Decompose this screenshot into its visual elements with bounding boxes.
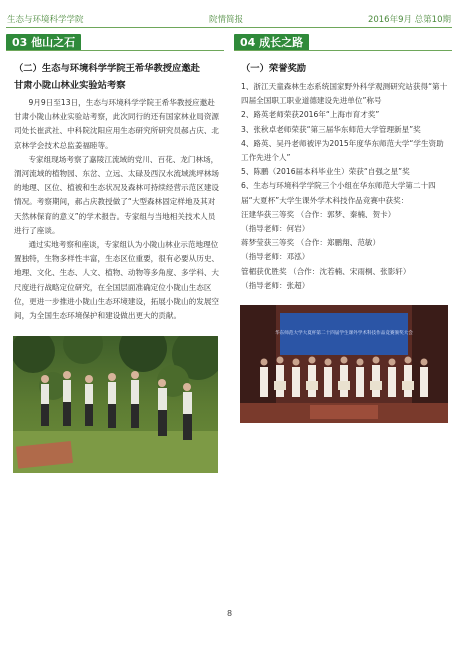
award-ceremony-photo — [240, 305, 448, 423]
award-item: 5、陈鹏（2016届本科毕业生）荣获“自强之星”奖 — [241, 167, 410, 177]
header-school: 生态与环境科学学院 — [7, 15, 84, 25]
article-body — [14, 96, 222, 323]
header-divider — [6, 27, 452, 28]
article-title — [14, 60, 220, 94]
section-label-right: 04 成长之路 — [234, 34, 309, 51]
award-item: 1、浙江天童森林生态系统国家野外科学观测研究站获得“第十四届全国职工职业道德建设先进单位”称号 — [241, 82, 448, 106]
awards-title: （一）荣誉奖励 — [241, 63, 307, 74]
section-divider-left — [6, 50, 224, 51]
award-item: 2、路英老师荣获2016年“上海市育才奖” — [241, 110, 380, 120]
awards-list — [241, 80, 451, 293]
article-title-line2: 甘肃小陇山林业实验站考察 — [14, 80, 126, 91]
award-item: 6、生态与环境科学学院三个小组在华东师范大学第二十四届“大夏杯”大学生课外学术科技作品竞赛中获奖： — [241, 181, 436, 205]
award-item: 4、路英、吴丹老师被评为2015年度华东师范大学“学生资助工作先进个人” — [241, 138, 444, 163]
award-item: （指导老师：邓泓） — [241, 252, 310, 262]
forest-group-photo — [13, 336, 218, 473]
award-item: （指导老师：何岩） — [241, 224, 310, 234]
ceremony-banner-text: 华东师范大学大夏杯第二十四届学生课外学术科技作品竞赛颁奖大会 — [275, 331, 413, 336]
header-publication: 院情简报 — [209, 15, 244, 25]
award-item: 管楣获优胜奖 （合作：沈若楠、宋雨桐、张影轩） — [241, 266, 411, 276]
award-item: 汪建华获三等奖 （合作：郭梦、秦楠、贺卡） — [241, 209, 396, 219]
section-divider-right — [234, 50, 452, 51]
section-label-left: 03 他山之石 — [6, 34, 81, 51]
award-item: 蒋梦莹获三等奖 （合作：郑鹏翔、范敏） — [241, 238, 381, 248]
page-number: 8 — [226, 609, 233, 618]
article-paragraph: 专家组现场考察了嘉陵江流域的党川、百花、龙门林场，渭河流域的植物园、东岔、立远、太碌及西汉水流域洮坪林场的地理、区位、植被和生态状况及森林可持续经营示范区建设情况。考察期间，郝占庆教授做了“大型森林固定样地及其对天然林保育的意义”的学术报告。专家组与当地相关技术人员进行了座谈。 — [14, 154, 220, 235]
header-issue: 2016年9月 总第10期 — [367, 15, 451, 25]
article-title-line1: （二）生态与环境科学学院王希华教授应邀赴 — [14, 63, 200, 74]
award-item: （指导老师：张超） — [241, 280, 310, 290]
article-paragraph: 9月9日至13日，生态与环境科学学院王希华教授应邀赴甘肃小陇山林业实验站考察，此次同行的还有国家林业局资源司处长崔武社、中科院沈阳应用生态研究所研究员郝占庆、北京林学会技术总监姜福睦等。 — [14, 98, 220, 150]
page-header — [7, 13, 451, 27]
article-paragraph: 通过实地考察和座谈，专家组认为小陇山林业示范地理位置独特，生物多样性丰富，生态区位重要，很有必要从历史、地理、文化、生态、人文、植物、动物等多角度、多学科、大尺度进行战略定位研究，在全国层面准确定位小陇山生态区位，更进一步推进小陇山生态环境建设，拓展小陇山的发展空间，为全国生态环境保护和建设做出更大的贡献。 — [14, 240, 220, 321]
award-item: 3、张秋卓老师荣获“第三届华东师范大学管理新星”奖 — [241, 124, 421, 134]
